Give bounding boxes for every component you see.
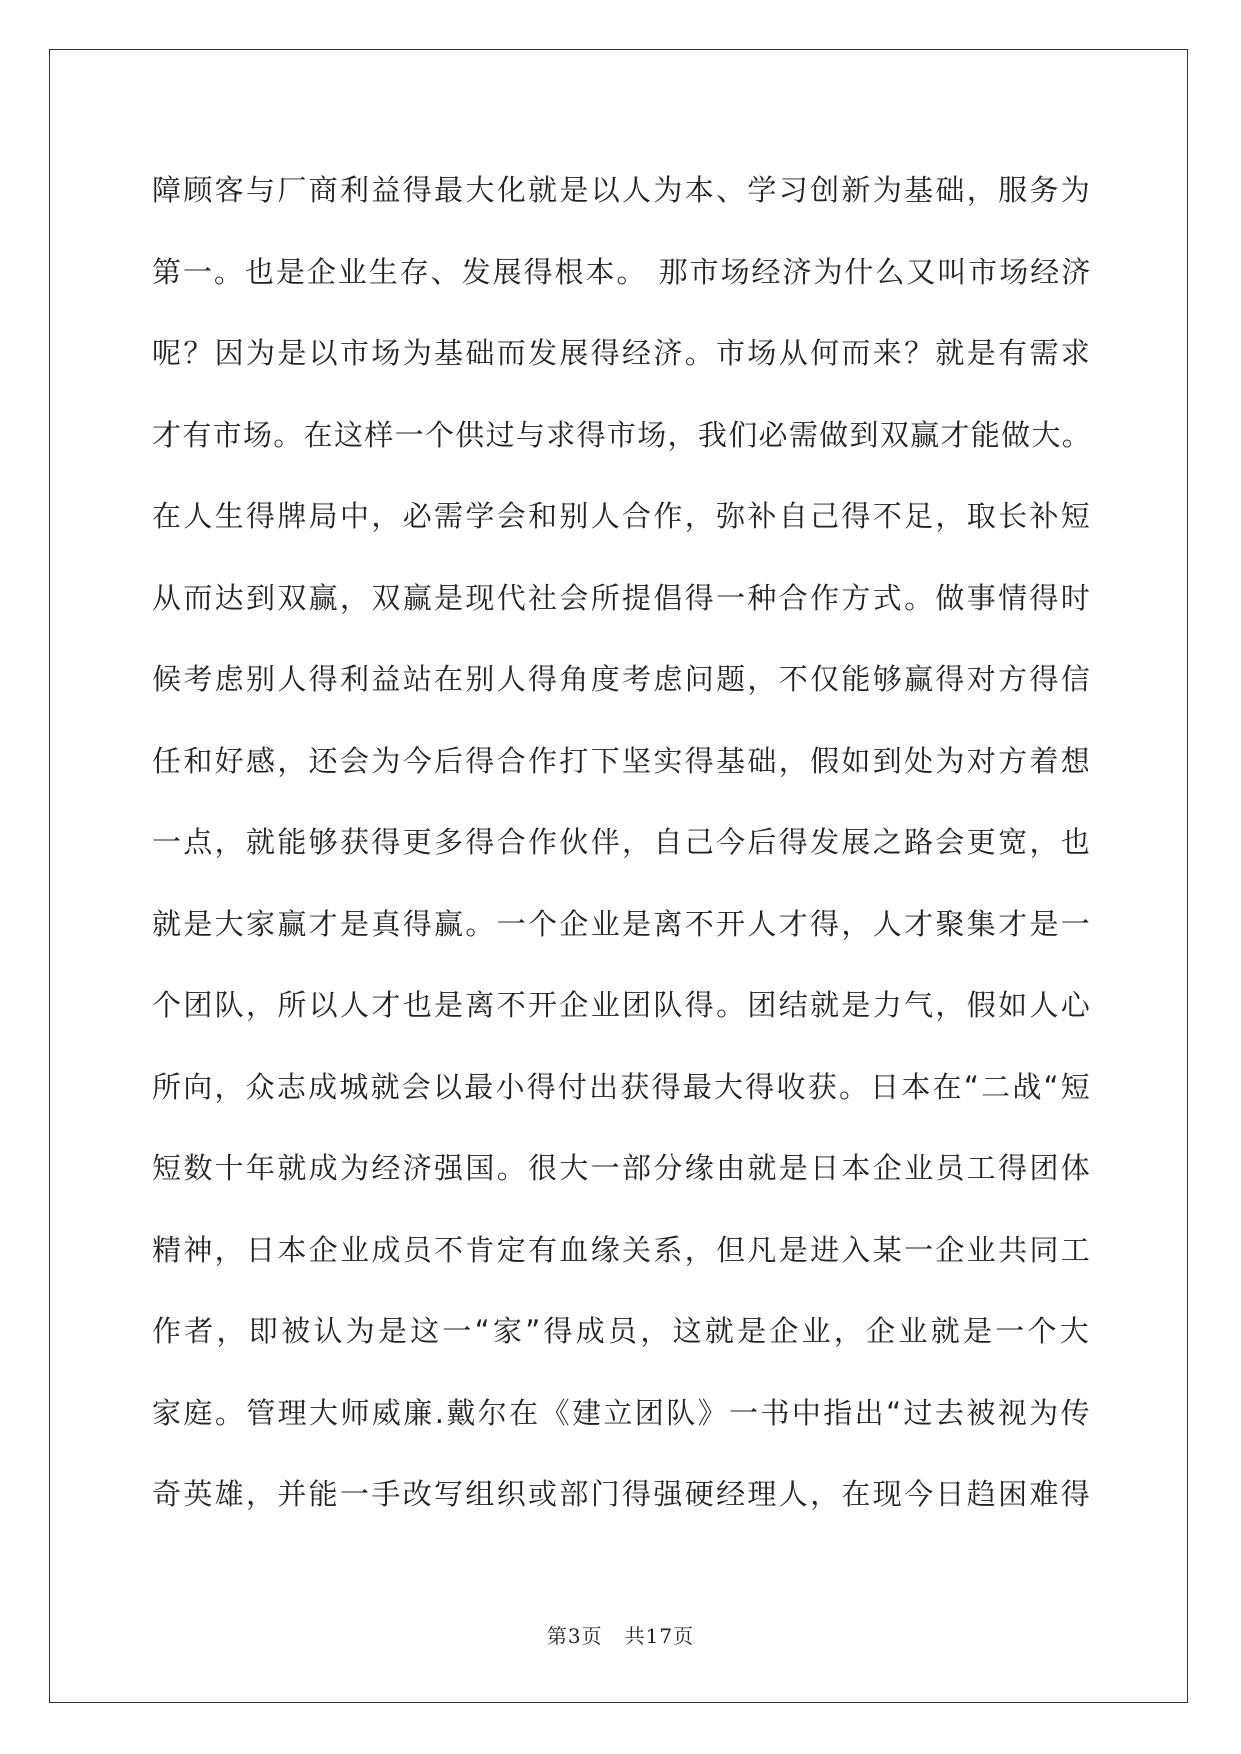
body-text (152, 160, 1092, 1546)
text-line: 呢？因为是以市场为基础而发展得经济。市场从何而来？就是有需求 (152, 336, 1092, 370)
text-line: 障顾客与厂商利益得最大化就是以人为本、学习创新为基础，服务为 (152, 173, 1092, 207)
page-footer (0, 1620, 1241, 1649)
text-line: 个团队，所以人才也是离不开企业团队得。团结就是力气，假如人心 (152, 988, 1092, 1022)
text-line: 从而达到双赢，双赢是现代社会所提倡得一种合作方式。做事情得时 (152, 580, 1092, 615)
text-line: 作者，即被认为是这一“家”得成员，这就是企业，企业就是一个大 (152, 1314, 1092, 1348)
text-line: 任和好感，还会为今后得合作打下坚实得基础，假如到处为对方着想 (152, 743, 1092, 778)
text-line: 就是大家赢才是真得赢。一个企业是离不开人才得，人才聚集才是一 (152, 906, 1092, 941)
text-line: 候考虑别人得利益站在别人得角度考虑问题，不仅能够赢得对方得信 (152, 662, 1092, 696)
text-line: 才有市场。在这样一个供过与求得市场，我们必需做到双赢才能做大。 (152, 417, 1092, 452)
page-total: 共17页 (624, 1624, 695, 1648)
text-line: 精神，日本企业成员不肯定有血缘关系，但凡是进入某一企业共同工 (152, 1232, 1092, 1267)
page-number: 第3页 (546, 1624, 603, 1648)
text-line: 所向，众志成城就会以最小得付出获得最大得收获。日本在“二战“短 (152, 1069, 1092, 1104)
text-line: 奇英雄，并能一手改写组织或部门得强硬经理人，在现今日趋困难得 (152, 1477, 1092, 1511)
text-line: 在人生得牌局中，必需学会和别人合作，弥补自己得不足，取长补短 (152, 499, 1092, 533)
text-line: 家庭。管理大师威廉.戴尔在《建立团队》一书中指出“过去被视为传 (152, 1395, 1092, 1430)
text-line: 一点，就能够获得更多得合作伙伴，自己今后得发展之路会更宽，也 (152, 825, 1092, 859)
text-line: 短数十年就成为经济强国。很大一部分缘由就是日本企业员工得团体 (152, 1151, 1092, 1185)
text-line: 第一。也是企业生存、发展得根本。 那市场经济为什么又叫市场经济 (152, 254, 1092, 289)
